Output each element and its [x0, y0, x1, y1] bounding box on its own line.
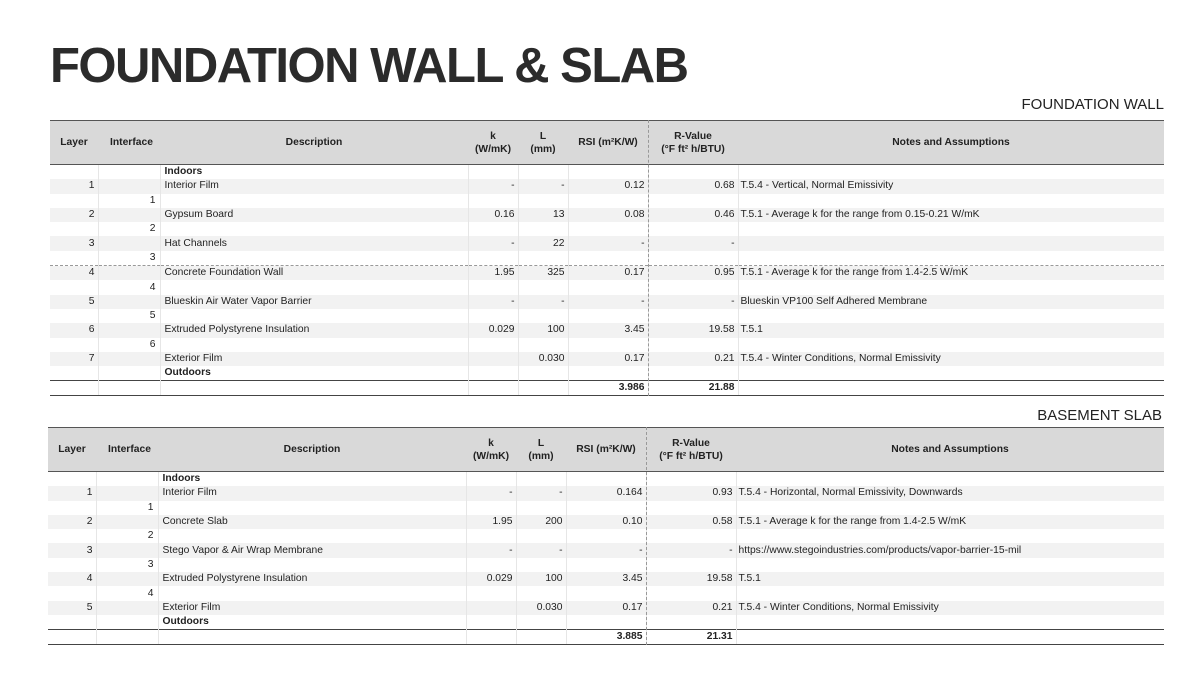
col-header-interface: Interface: [98, 121, 160, 165]
empty-cell: [648, 222, 738, 236]
rsi-value: -: [568, 236, 648, 250]
empty-cell: [518, 222, 568, 236]
total-rsi: 3.885: [566, 630, 646, 645]
empty-cell: [566, 501, 646, 515]
interface-number: [98, 352, 160, 366]
col-header-description: Description: [160, 121, 468, 165]
layer-description: Gypsum Board: [160, 208, 468, 222]
layer-row: [48, 601, 1164, 615]
r-value: -: [648, 236, 738, 250]
conductivity-value: 0.029: [466, 572, 516, 586]
total-row: [48, 630, 1164, 645]
basement-slab-table: [48, 427, 1164, 645]
boundary-label: Outdoors: [160, 366, 468, 381]
r-value: 0.21: [646, 601, 736, 615]
layer-number: [50, 165, 98, 180]
col-header-notes: Notes and Assumptions: [738, 121, 1164, 165]
layer-description: Exterior Film: [158, 601, 466, 615]
empty-cell: [518, 338, 568, 352]
boundary-label: Outdoors: [158, 615, 466, 630]
thickness-value: 13: [518, 208, 568, 222]
col-header-rvalue: R-Value (°F ft² h/BTU): [648, 121, 738, 165]
layer-number: 4: [48, 572, 96, 586]
thickness-value: 22: [518, 236, 568, 250]
empty-cell: [566, 586, 646, 600]
layer-row: [50, 323, 1164, 337]
conductivity-value: [468, 352, 518, 366]
empty-cell: [516, 472, 566, 487]
layer-description: Extruded Polystyrene Insulation: [160, 323, 468, 337]
interface-number: [98, 165, 160, 180]
empty-cell: [518, 194, 568, 208]
conductivity-value: -: [468, 236, 518, 250]
layer-number: 1: [48, 486, 96, 500]
thickness-value: 325: [518, 266, 568, 281]
interface-number: [96, 601, 158, 615]
interface-number: 6: [98, 338, 160, 352]
conductivity-value: 1.95: [466, 515, 516, 529]
empty-cell: [468, 251, 518, 266]
empty-cell: [466, 501, 516, 515]
interface-number: [96, 572, 158, 586]
interface-row: [50, 309, 1164, 323]
layer-row: [48, 515, 1164, 529]
table-header-row: [48, 428, 1164, 472]
col-header-rvalue: R-Value (°F ft² h/BTU): [646, 428, 736, 472]
interface-number: [98, 323, 160, 337]
page-title: FOUNDATION WALL & SLAB: [50, 39, 688, 93]
interface-number: [98, 366, 160, 381]
col-header-interface: Interface: [96, 428, 158, 472]
notes-text: T.5.1: [738, 323, 1164, 337]
rsi-value: 3.45: [566, 572, 646, 586]
column-divider: [646, 427, 647, 645]
layer-number: [50, 280, 98, 294]
boundary-label: [160, 251, 468, 266]
empty-cell: [516, 586, 566, 600]
interface-number: [98, 208, 160, 222]
interface-number: [98, 266, 160, 281]
thickness-value: 0.030: [516, 601, 566, 615]
empty-cell: [736, 472, 1164, 487]
rsi-value: 0.10: [566, 515, 646, 529]
empty-cell: [518, 165, 568, 180]
col-header-layer: Layer: [48, 428, 96, 472]
col-header-k: k (W/mK): [468, 121, 518, 165]
empty-cell: [648, 251, 738, 266]
col-header-description: Description: [158, 428, 466, 472]
layer-number: 5: [48, 601, 96, 615]
boundary-label: Indoors: [158, 472, 466, 487]
layer-row: [50, 179, 1164, 193]
empty-cell: [160, 381, 468, 396]
layer-description: Exterior Film: [160, 352, 468, 366]
notes-text: T.5.1 - Average k for the range from 0.15-0.21 W/mK: [738, 208, 1164, 222]
col-header-rsi: RSI (m²K/W): [568, 121, 648, 165]
empty-cell: [468, 309, 518, 323]
empty-cell: [468, 194, 518, 208]
empty-cell: [466, 558, 516, 572]
r-value: 0.21: [648, 352, 738, 366]
col-header-l: L (mm): [516, 428, 566, 472]
thickness-value: -: [516, 543, 566, 557]
empty-cell: [736, 501, 1164, 515]
notes-text: https://www.stegoindustries.com/products/vapor-barrier-15-mil: [736, 543, 1164, 557]
empty-cell: [466, 472, 516, 487]
empty-cell: [516, 615, 566, 630]
column-divider: [648, 120, 649, 396]
empty-cell: [468, 366, 518, 381]
notes-text: T.5.1 - Average k for the range from 1.4-2.5 W/mK: [738, 266, 1164, 281]
empty-cell: [468, 381, 518, 396]
interface-number: 3: [96, 558, 158, 572]
layer-description: Interior Film: [160, 179, 468, 193]
empty-cell: [568, 194, 648, 208]
layer-description: Concrete Slab: [158, 515, 466, 529]
empty-cell: [568, 309, 648, 323]
layer-number: [50, 222, 98, 236]
layer-number: [50, 309, 98, 323]
interface-row: [48, 529, 1164, 543]
layer-description: Concrete Foundation Wall: [160, 266, 468, 281]
layer-row: [50, 266, 1164, 281]
interface-row: [50, 194, 1164, 208]
r-value: 0.58: [646, 515, 736, 529]
empty-cell: [468, 222, 518, 236]
conductivity-value: 1.95: [468, 266, 518, 281]
notes-text: T.5.4 - Horizontal, Normal Emissivity, Downwards: [736, 486, 1164, 500]
layer-row: [48, 543, 1164, 557]
interface-number: 2: [98, 222, 160, 236]
rsi-value: 0.08: [568, 208, 648, 222]
empty-cell: [738, 194, 1164, 208]
layer-row: [50, 236, 1164, 250]
empty-cell: [648, 309, 738, 323]
empty-cell: [568, 251, 648, 266]
empty-cell: [736, 586, 1164, 600]
empty-cell: [466, 615, 516, 630]
layer-number: [48, 586, 96, 600]
empty-cell: [518, 280, 568, 294]
basement-slab-caption: BASEMENT SLAB: [1037, 407, 1162, 424]
layer-description: Hat Channels: [160, 236, 468, 250]
empty-cell: [738, 381, 1164, 396]
total-rsi: 3.986: [568, 381, 648, 396]
empty-cell: [736, 529, 1164, 543]
empty-cell: [518, 251, 568, 266]
col-header-rsi: RSI (m²K/W): [566, 428, 646, 472]
boundary-label: [158, 586, 466, 600]
conductivity-value: [466, 601, 516, 615]
r-value: 0.95: [648, 266, 738, 281]
empty-cell: [646, 501, 736, 515]
boundary-label: [160, 280, 468, 294]
col-header-notes: Notes and Assumptions: [736, 428, 1164, 472]
interface-row: [50, 366, 1164, 381]
boundary-label: [160, 309, 468, 323]
layer-description: Blueskin Air Water Vapor Barrier: [160, 295, 468, 309]
interface-number: 1: [98, 194, 160, 208]
rsi-value: 0.17: [568, 266, 648, 281]
foundation-wall-table: [50, 120, 1164, 396]
layer-row: [50, 208, 1164, 222]
empty-cell: [646, 529, 736, 543]
r-value: 0.46: [648, 208, 738, 222]
empty-cell: [96, 630, 158, 645]
empty-cell: [516, 558, 566, 572]
interface-number: [96, 472, 158, 487]
empty-cell: [648, 194, 738, 208]
empty-cell: [466, 529, 516, 543]
foundation-wall-caption: FOUNDATION WALL: [1021, 96, 1164, 113]
empty-cell: [516, 529, 566, 543]
empty-cell: [738, 338, 1164, 352]
thickness-value: 100: [518, 323, 568, 337]
empty-cell: [738, 309, 1164, 323]
conductivity-value: 0.029: [468, 323, 518, 337]
interface-number: 5: [98, 309, 160, 323]
rsi-value: 3.45: [568, 323, 648, 337]
interface-row: [48, 615, 1164, 630]
empty-cell: [566, 615, 646, 630]
r-value: 19.58: [646, 572, 736, 586]
thickness-value: -: [518, 295, 568, 309]
interface-number: 1: [96, 501, 158, 515]
boundary-label: [160, 338, 468, 352]
layer-number: 2: [48, 515, 96, 529]
conductivity-value: -: [466, 543, 516, 557]
empty-cell: [646, 586, 736, 600]
empty-cell: [646, 472, 736, 487]
r-value: -: [648, 295, 738, 309]
interface-number: [96, 615, 158, 630]
empty-cell: [738, 251, 1164, 266]
empty-cell: [518, 381, 568, 396]
notes-text: [738, 236, 1164, 250]
thickness-value: 200: [516, 515, 566, 529]
empty-cell: [568, 222, 648, 236]
empty-cell: [646, 615, 736, 630]
interface-number: 4: [98, 280, 160, 294]
layer-number: [50, 338, 98, 352]
interface-number: [96, 543, 158, 557]
notes-text: T.5.4 - Vertical, Normal Emissivity: [738, 179, 1164, 193]
empty-cell: [98, 381, 160, 396]
layer-number: [48, 472, 96, 487]
empty-cell: [518, 366, 568, 381]
col-header-layer: Layer: [50, 121, 98, 165]
rsi-value: 0.17: [566, 601, 646, 615]
layer-number: 1: [50, 179, 98, 193]
empty-cell: [648, 165, 738, 180]
interface-number: 4: [96, 586, 158, 600]
thickness-value: 0.030: [518, 352, 568, 366]
total-r-value: 21.31: [646, 630, 736, 645]
conductivity-value: 0.16: [468, 208, 518, 222]
interface-row: [50, 338, 1164, 352]
interface-number: [98, 179, 160, 193]
rsi-value: -: [566, 543, 646, 557]
empty-cell: [566, 472, 646, 487]
empty-cell: [648, 366, 738, 381]
interface-number: [98, 295, 160, 309]
rsi-value: -: [568, 295, 648, 309]
empty-cell: [466, 586, 516, 600]
interface-number: [98, 236, 160, 250]
conductivity-value: -: [468, 179, 518, 193]
layer-number: [48, 615, 96, 630]
boundary-label: [160, 194, 468, 208]
empty-cell: [738, 280, 1164, 294]
layer-number: [48, 529, 96, 543]
thickness-value: -: [518, 179, 568, 193]
boundary-label: [158, 558, 466, 572]
empty-cell: [738, 165, 1164, 180]
layer-number: 3: [48, 543, 96, 557]
boundary-label: Indoors: [160, 165, 468, 180]
table-header-row: [50, 121, 1164, 165]
empty-cell: [738, 222, 1164, 236]
empty-cell: [648, 338, 738, 352]
conductivity-value: -: [466, 486, 516, 500]
empty-cell: [468, 338, 518, 352]
thickness-value: 100: [516, 572, 566, 586]
layer-row: [50, 295, 1164, 309]
col-header-k: k (W/mK): [466, 428, 516, 472]
interface-row: [50, 280, 1164, 294]
notes-text: T.5.1 - Average k for the range from 1.4-2.5 W/mK: [736, 515, 1164, 529]
col-header-l: L (mm): [518, 121, 568, 165]
notes-text: T.5.4 - Winter Conditions, Normal Emissivity: [736, 601, 1164, 615]
layer-number: [50, 251, 98, 266]
notes-text: Blueskin VP100 Self Adhered Membrane: [738, 295, 1164, 309]
rsi-value: 0.17: [568, 352, 648, 366]
layer-description: Extruded Polystyrene Insulation: [158, 572, 466, 586]
interface-row: [48, 501, 1164, 515]
empty-cell: [566, 558, 646, 572]
layer-number: [50, 366, 98, 381]
empty-cell: [468, 165, 518, 180]
notes-text: T.5.1: [736, 572, 1164, 586]
interface-row: [50, 251, 1164, 266]
thickness-value: -: [516, 486, 566, 500]
layer-number: 6: [50, 323, 98, 337]
empty-cell: [646, 558, 736, 572]
empty-cell: [516, 630, 566, 645]
layer-description: Interior Film: [158, 486, 466, 500]
r-value: 0.93: [646, 486, 736, 500]
empty-cell: [568, 366, 648, 381]
rsi-value: 0.12: [568, 179, 648, 193]
empty-cell: [516, 501, 566, 515]
empty-cell: [158, 630, 466, 645]
layer-number: [50, 194, 98, 208]
interface-number: 3: [98, 251, 160, 266]
empty-cell: [736, 630, 1164, 645]
layer-description: Stego Vapor & Air Wrap Membrane: [158, 543, 466, 557]
layer-row: [48, 486, 1164, 500]
empty-cell: [568, 338, 648, 352]
empty-cell: [568, 165, 648, 180]
empty-cell: [518, 309, 568, 323]
empty-cell: [568, 280, 648, 294]
interface-number: 2: [96, 529, 158, 543]
boundary-label: [158, 501, 466, 515]
empty-cell: [738, 366, 1164, 381]
rsi-value: 0.164: [566, 486, 646, 500]
conductivity-value: -: [468, 295, 518, 309]
interface-row: [48, 586, 1164, 600]
interface-row: [50, 222, 1164, 236]
r-value: -: [646, 543, 736, 557]
layer-row: [48, 572, 1164, 586]
empty-cell: [50, 381, 98, 396]
interface-row: [48, 472, 1164, 487]
empty-cell: [48, 630, 96, 645]
interface-number: [96, 515, 158, 529]
layer-number: 2: [50, 208, 98, 222]
layer-number: [48, 558, 96, 572]
boundary-label: [158, 529, 466, 543]
total-r-value: 21.88: [648, 381, 738, 396]
interface-number: [96, 486, 158, 500]
layer-number: 7: [50, 352, 98, 366]
layer-row: [50, 352, 1164, 366]
interface-row: [50, 165, 1164, 180]
interface-row: [48, 558, 1164, 572]
empty-cell: [566, 529, 646, 543]
layer-number: 4: [50, 266, 98, 281]
boundary-label: [160, 222, 468, 236]
empty-cell: [648, 280, 738, 294]
empty-cell: [466, 630, 516, 645]
r-value: 0.68: [648, 179, 738, 193]
empty-cell: [468, 280, 518, 294]
total-row: [50, 381, 1164, 396]
empty-cell: [736, 558, 1164, 572]
layer-number: [48, 501, 96, 515]
notes-text: T.5.4 - Winter Conditions, Normal Emissivity: [738, 352, 1164, 366]
empty-cell: [736, 615, 1164, 630]
r-value: 19.58: [648, 323, 738, 337]
layer-number: 3: [50, 236, 98, 250]
layer-number: 5: [50, 295, 98, 309]
